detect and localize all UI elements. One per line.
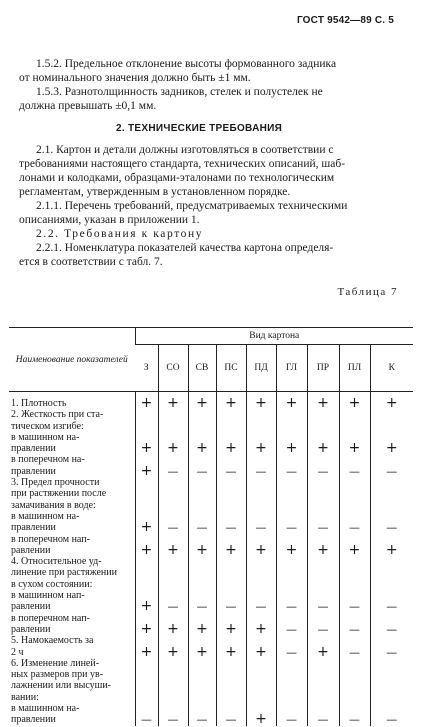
mark-cell	[188, 658, 216, 669]
mark-cell	[158, 692, 188, 703]
body-line-9: ется в соответствии с табл. 7.	[19, 256, 163, 268]
mark-cell: —	[158, 466, 188, 477]
column-header: З	[135, 345, 158, 392]
mark-cell	[158, 579, 188, 590]
mark-cell: +	[216, 647, 246, 658]
row-label: замачивания в воде:	[11, 499, 96, 511]
mark-cell: —	[339, 601, 370, 612]
mark-cell: —	[158, 522, 188, 533]
mark-cell: —	[276, 522, 307, 533]
mark-cell: +	[188, 545, 216, 556]
mark-cell	[135, 692, 158, 703]
mark-cell	[307, 658, 339, 669]
mark-cell: +	[307, 392, 339, 410]
mark-cell: +	[339, 545, 370, 556]
row-label: 6. Изменение линей-	[11, 657, 100, 669]
mark-cell	[135, 567, 158, 578]
mark-cell: —	[216, 601, 246, 612]
column-header: СВ	[188, 345, 216, 392]
mark-cell	[276, 421, 307, 432]
mark-cell	[339, 658, 370, 669]
body-line-4: регламентам, утвержденным в установленном порядке.	[19, 186, 291, 198]
mark-cell	[307, 669, 339, 680]
mark-cell	[370, 567, 413, 578]
mark-cell	[135, 658, 158, 669]
body-line-8: 2.2.1. Номенклатура показателей качества картона определя-	[36, 242, 334, 254]
mark-cell	[339, 500, 370, 511]
mark-cell	[135, 500, 158, 511]
row-label: правлении	[11, 714, 56, 726]
row-label: 4. Относительное уд-	[11, 556, 102, 568]
column-header-name: Наименование показателей	[9, 328, 135, 392]
mark-cell	[158, 658, 188, 669]
table-body	[9, 392, 413, 726]
mark-cell	[246, 500, 276, 511]
mark-cell	[307, 488, 339, 499]
mark-cell	[370, 635, 413, 646]
mark-cell: —	[188, 714, 216, 725]
table-row	[9, 466, 413, 477]
mark-cell	[276, 692, 307, 703]
mark-cell	[276, 567, 307, 578]
table-row	[9, 624, 413, 635]
mark-cell: —	[158, 601, 188, 612]
mark-cell	[246, 692, 276, 703]
mark-cell	[216, 488, 246, 499]
table-row	[9, 714, 413, 725]
mark-cell: +	[246, 443, 276, 454]
mark-cell	[307, 692, 339, 703]
row-label: в машинном на-	[11, 703, 80, 715]
mark-cell	[246, 703, 276, 714]
quality-indicators-table	[9, 327, 413, 726]
table-row	[9, 567, 413, 578]
mark-cell: —	[370, 714, 413, 725]
mark-cell	[246, 658, 276, 669]
mark-cell: —	[339, 624, 370, 635]
mark-cell: +	[370, 545, 413, 556]
mark-cell	[307, 477, 339, 488]
mark-cell	[246, 669, 276, 680]
row-label: в поперечном нап-	[11, 533, 90, 545]
mark-cell: +	[276, 443, 307, 454]
mark-cell: —	[307, 601, 339, 612]
mark-cell: +	[246, 392, 276, 410]
section-title: 2. ТЕХНИЧЕСКИЕ ТРЕБОВАНИЯ	[116, 123, 283, 134]
mark-cell	[339, 477, 370, 488]
row-label: в машинном нап-	[11, 590, 85, 602]
table-row	[9, 635, 413, 646]
mark-cell	[276, 658, 307, 669]
mark-cell	[188, 669, 216, 680]
mark-cell	[158, 567, 188, 578]
row-label: 2. Жесткость при ста-	[11, 409, 104, 421]
mark-cell: +	[216, 545, 246, 556]
mark-cell: —	[188, 601, 216, 612]
table-row	[9, 703, 413, 714]
table-row	[9, 647, 413, 658]
mark-cell: +	[135, 522, 158, 533]
column-header: ПЛ	[339, 345, 370, 392]
row-label: в поперечном нап-	[11, 612, 90, 624]
mark-cell	[158, 488, 188, 499]
mark-cell	[216, 692, 246, 703]
mark-cell: —	[246, 601, 276, 612]
mark-cell: +	[307, 647, 339, 658]
mark-cell	[276, 635, 307, 646]
mark-cell: —	[276, 647, 307, 658]
mark-cell	[370, 680, 413, 691]
mark-cell	[307, 635, 339, 646]
mark-cell: —	[370, 466, 413, 477]
table-row	[9, 545, 413, 556]
mark-cell	[216, 477, 246, 488]
mark-cell	[216, 680, 246, 691]
row-label: правлении	[11, 443, 56, 455]
mark-cell	[188, 477, 216, 488]
mark-cell	[216, 500, 246, 511]
mark-cell	[370, 477, 413, 488]
mark-cell	[370, 488, 413, 499]
mark-cell	[276, 477, 307, 488]
table-row	[9, 692, 413, 703]
mark-cell: +	[339, 392, 370, 410]
mark-cell: —	[276, 601, 307, 612]
table-row	[9, 680, 413, 691]
body-line-1: 2.1. Картон и детали должны изготовляться в соответствии с	[36, 144, 334, 156]
row-label: в сухом состоянии:	[11, 578, 93, 590]
mark-cell	[216, 669, 246, 680]
mark-cell: +	[135, 647, 158, 658]
column-header: ГЛ	[276, 345, 307, 392]
mark-cell: +	[158, 443, 188, 454]
mark-cell	[158, 500, 188, 511]
mark-cell	[246, 680, 276, 691]
table-row	[9, 522, 413, 533]
row-label: лажнении или высуши-	[11, 680, 112, 692]
row-label: ных размеров при ув-	[11, 669, 104, 681]
mark-cell: +	[216, 443, 246, 454]
mark-cell	[188, 500, 216, 511]
row-label: 1. Плотность	[11, 398, 67, 409]
mark-cell	[339, 635, 370, 646]
row-label: в машинном на-	[11, 431, 80, 443]
mark-cell	[246, 579, 276, 590]
page-header: ГОСТ 9542—89 С. 5	[296, 15, 394, 26]
mark-cell: +	[135, 443, 158, 454]
mark-cell	[339, 567, 370, 578]
mark-cell	[188, 680, 216, 691]
paragraph-1-5-2-line1: 1.5.2. Предельное отклонение высоты формованного задника	[36, 58, 337, 70]
mark-cell	[158, 421, 188, 432]
table-row	[9, 669, 413, 680]
paragraph-1-5-3-line2: должна превышать ±0,1 мм.	[19, 100, 157, 112]
mark-cell	[307, 567, 339, 578]
mark-cell: —	[307, 714, 339, 725]
body-line-7: 2.2. Требования к картону	[36, 228, 204, 240]
mark-cell	[370, 669, 413, 680]
mark-cell	[276, 703, 307, 714]
mark-cell	[246, 477, 276, 488]
mark-cell: +	[307, 443, 339, 454]
mark-cell: +	[135, 545, 158, 556]
mark-cell	[276, 669, 307, 680]
mark-cell: —	[370, 624, 413, 635]
mark-cell: —	[276, 714, 307, 725]
body-line-5: 2.1.1. Перечень требований, предусматриваемых техническими	[36, 200, 348, 212]
mark-cell: —	[339, 522, 370, 533]
mark-cell: —	[307, 624, 339, 635]
mark-cell: +	[158, 647, 188, 658]
mark-cell: +	[158, 545, 188, 556]
table-row	[9, 658, 413, 669]
body-line-2: требованиями настоящего стандарта, технических описаний, шаб-	[19, 158, 346, 170]
mark-cell	[339, 488, 370, 499]
mark-cell	[339, 680, 370, 691]
mark-cell	[216, 567, 246, 578]
mark-cell	[188, 703, 216, 714]
mark-cell	[135, 669, 158, 680]
mark-cell	[188, 579, 216, 590]
mark-cell	[276, 579, 307, 590]
mark-cell: +	[307, 545, 339, 556]
mark-cell: —	[188, 466, 216, 477]
row-label: равлении	[11, 623, 51, 635]
mark-cell	[216, 579, 246, 590]
row-label: тическом изгибе:	[11, 420, 84, 432]
mark-cell	[307, 579, 339, 590]
mark-cell: —	[188, 522, 216, 533]
mark-cell	[188, 421, 216, 432]
mark-cell: +	[188, 624, 216, 635]
paragraph-1-5-3-line1: 1.5.3. Разнотолщинность задников, стелек и полустелек не	[36, 86, 323, 98]
mark-cell: +	[135, 601, 158, 612]
mark-cell: +	[158, 624, 188, 635]
mark-cell: —	[370, 601, 413, 612]
mark-cell	[158, 669, 188, 680]
mark-cell	[246, 488, 276, 499]
mark-cell: +	[188, 443, 216, 454]
row-label: вании:	[11, 691, 39, 703]
column-header: ПР	[307, 345, 339, 392]
mark-cell: —	[339, 714, 370, 725]
row-label: в поперечном на-	[11, 454, 85, 466]
table-row	[9, 443, 413, 454]
mark-cell: +	[276, 545, 307, 556]
mark-cell	[307, 421, 339, 432]
row-label: при растяжении после	[11, 488, 107, 500]
mark-cell	[135, 703, 158, 714]
mark-cell: —	[216, 714, 246, 725]
paragraph-1-5-2-line2: от номинального значения должно быть ±1 мм.	[19, 72, 251, 84]
row-label: 2 ч	[11, 646, 24, 658]
mark-cell: —	[307, 466, 339, 477]
column-header: К	[370, 345, 413, 392]
table-row	[9, 392, 413, 410]
mark-cell: —	[339, 466, 370, 477]
mark-cell: —	[216, 522, 246, 533]
table-row	[9, 477, 413, 488]
mark-cell	[370, 500, 413, 511]
mark-cell: +	[246, 624, 276, 635]
mark-cell	[370, 579, 413, 590]
mark-cell	[246, 567, 276, 578]
mark-cell	[339, 421, 370, 432]
mark-cell	[339, 692, 370, 703]
mark-cell	[216, 703, 246, 714]
mark-cell: +	[339, 443, 370, 454]
table-row	[9, 500, 413, 511]
mark-cell: —	[216, 466, 246, 477]
mark-cell: +	[158, 392, 188, 410]
mark-cell	[158, 680, 188, 691]
table-row	[9, 421, 413, 432]
column-header: ПС	[216, 345, 246, 392]
mark-cell	[307, 500, 339, 511]
row-label: 5. Намокаемость за	[11, 635, 94, 647]
mark-cell	[370, 703, 413, 714]
mark-cell	[135, 579, 158, 590]
mark-cell: +	[246, 545, 276, 556]
mark-cell	[188, 692, 216, 703]
row-label: линение при растяжении	[11, 567, 117, 579]
mark-cell: +	[135, 466, 158, 477]
mark-cell: +	[216, 392, 246, 410]
mark-cell	[216, 421, 246, 432]
mark-cell: —	[135, 714, 158, 725]
mark-cell	[276, 488, 307, 499]
table-row	[9, 579, 413, 590]
mark-cell: —	[307, 522, 339, 533]
table-row	[9, 601, 413, 612]
mark-cell: —	[370, 647, 413, 658]
table-row	[9, 488, 413, 499]
mark-cell: +	[135, 624, 158, 635]
mark-cell	[307, 703, 339, 714]
mark-cell	[370, 658, 413, 669]
mark-cell	[188, 567, 216, 578]
body-line-3: лонами и колодками, образцами-эталонами по технологическим	[19, 172, 335, 184]
mark-cell	[158, 477, 188, 488]
mark-cell	[135, 421, 158, 432]
mark-cell: +	[370, 392, 413, 410]
mark-cell	[135, 680, 158, 691]
mark-cell	[158, 703, 188, 714]
mark-cell	[370, 421, 413, 432]
mark-cell: +	[188, 647, 216, 658]
mark-cell: —	[276, 624, 307, 635]
mark-cell: —	[370, 522, 413, 533]
row-label: правлении	[11, 465, 56, 477]
mark-cell: —	[339, 647, 370, 658]
table-caption: Таблица 7	[337, 286, 398, 298]
mark-cell: +	[216, 624, 246, 635]
mark-cell	[188, 488, 216, 499]
mark-cell	[307, 680, 339, 691]
row-label: равлении	[11, 601, 51, 613]
row-label: правлении	[11, 522, 56, 534]
mark-cell: —	[246, 466, 276, 477]
row-label: равлении	[11, 544, 51, 556]
mark-cell	[216, 658, 246, 669]
mark-cell	[246, 421, 276, 432]
mark-cell	[276, 680, 307, 691]
mark-cell: +	[188, 392, 216, 410]
mark-cell: —	[246, 522, 276, 533]
mark-cell	[135, 488, 158, 499]
mark-cell: +	[135, 392, 158, 410]
mark-cell: +	[246, 714, 276, 725]
column-header: ПД	[246, 345, 276, 392]
body-line-6: описаниями, указан в приложении 1.	[19, 214, 200, 226]
mark-cell	[339, 703, 370, 714]
mark-cell	[276, 500, 307, 511]
mark-cell	[339, 579, 370, 590]
mark-cell	[370, 692, 413, 703]
mark-cell	[339, 669, 370, 680]
row-label: в машинном на-	[11, 510, 80, 522]
mark-cell: +	[276, 392, 307, 410]
column-group-header: Вид картона	[135, 328, 413, 345]
mark-cell: —	[158, 714, 188, 725]
row-label: 3. Предел прочности	[11, 477, 100, 489]
mark-cell: —	[276, 466, 307, 477]
column-header: СО	[158, 345, 188, 392]
mark-cell: +	[246, 647, 276, 658]
mark-cell: +	[370, 443, 413, 454]
